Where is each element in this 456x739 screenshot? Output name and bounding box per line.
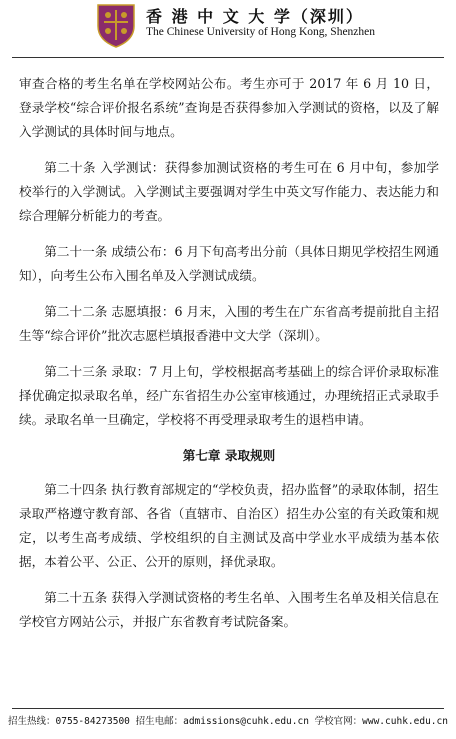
article-24: 第二十四条 执行教育部规定的“学校负责，招办监督”的录取体制，招生录取严格遵守教育部、各省（直辖市、自治区）招生办公室的有关政策和规定，以考生高考成绩、学校组织的自主测试及高中学业水平成绩为基本依据，本着公平、公正、公开的原则，择优录取。: [19, 482, 439, 569]
document-body: [19, 72, 439, 646]
letterhead: [96, 0, 426, 52]
university-name-chinese: 香 港 中 文 大 学（深圳）: [146, 7, 364, 26]
paragraph-continued: 审查合格的考生名单在学校网站公布。考生亦可于 2017 年 6 月 10 日，登录学校“综合评价报名系统”查询是否获得参加入学测试的资格，以及了解入学测试的具体时间与地点。: [19, 76, 439, 139]
article-21: 第二十一条 成绩公布：6 月下旬高考出分前（具体日期见学校招生网通知），向考生公布入围名单及入学测试成绩。: [19, 244, 439, 283]
article-23: 第二十三条 录取：7 月上旬，学校根据高考基础上的综合评价录取标准择优确定拟录取名单，经广东省招生办公室审核通过，办理统招正式录取手续。录取名单一旦确定，学校将不再受理录取考生的退档申请。: [19, 364, 439, 427]
article-20: 第二十条 入学测试：获得参加测试资格的考生可在 6 月中旬，参加学校举行的入学测试。入学测试主要强调对学生中英文写作能力、表达能力和综合理解分析能力的考查。: [19, 160, 439, 223]
article-22: 第二十二条 志愿填报：6 月末，入围的考生在广东省高考提前批自主招生等“综合评价”批次志愿栏填报香港中文大学（深圳）。: [19, 304, 439, 343]
footer-divider: [12, 708, 444, 709]
chapter-heading: 第七章 录取规则: [182, 448, 276, 463]
university-crest-icon: [96, 2, 136, 48]
header-divider: [12, 57, 444, 58]
article-25: 第二十五条 获得入学测试资格的考生名单、入围考生名单及相关信息在学校官方网站公示，并报广东省教育考试院备案。: [19, 590, 439, 629]
footer-contact: 招生热线：0755-84273500 招生电邮：admissions@cuhk.edu.cn 学校官网：www.cuhk.edu.cn: [8, 716, 448, 727]
university-name-english: The Chinese University of Hong Kong, Shenzhen: [146, 26, 376, 38]
